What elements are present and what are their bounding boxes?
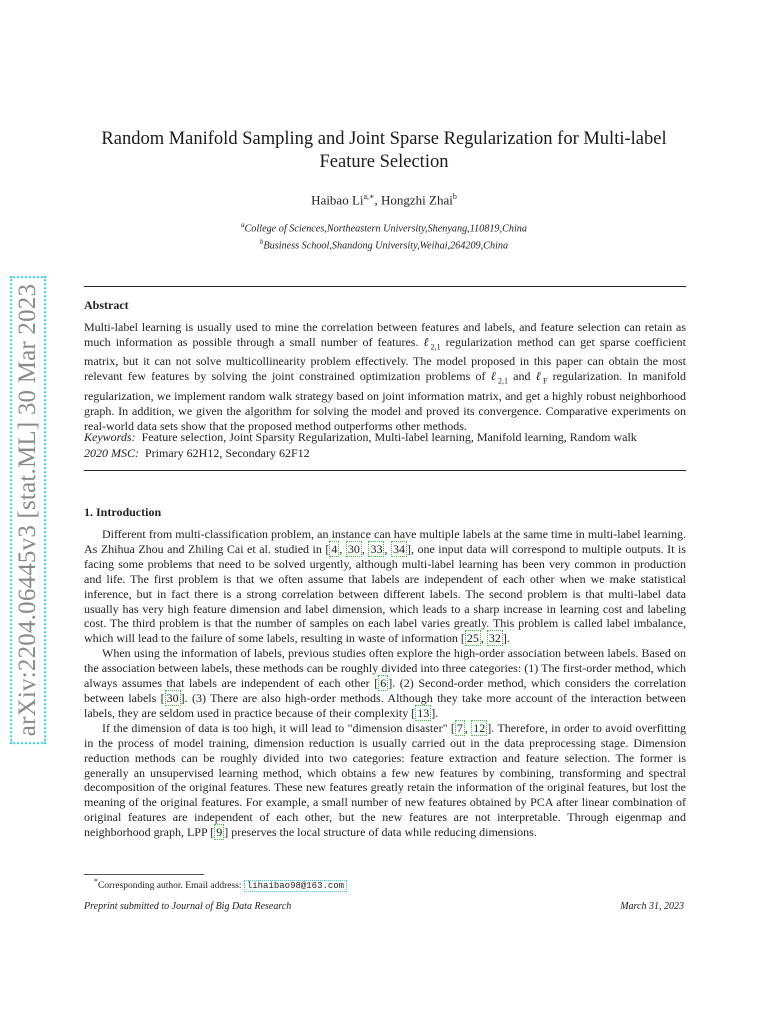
paragraph: Different from multi-classification problem, an instance can have multiple labels at the same time in multi-label learning. As Zhihua Zhou and Zhiling Cai et al. studied in [ 4 , 30 , 33 , 34 ], one input data will correspond to multiple outputs. It is facing some problems that need to be solved urgently, although multi-label learning has been very common in production and life. The first problem is that we often assume that labels are independent of each other when we make statistical inference, but in fact there is a strong correlation between different labels. The second problem is that multi-label data usually has very high feature dimension and label dimension, which leads to a sharp increase in learning cost and labeling cost. The third problem is that the number of samples on each label varies greatly. This problem is called label imbalance, which will lead to the failure of some labels, resulting in waste of information [ 25 , 32 ]. bbox=[84, 527, 687, 646]
paragraph-text: ]. (3) There are also high-order methods. Although they take more account of the interaction between labels, they are seldom used in practice because of their complexity [ bbox=[84, 690, 687, 720]
preprint-note: Preprint submitted to Journal of Big Data Research bbox=[84, 901, 292, 912]
date-note: March 31, 2023 bbox=[620, 901, 684, 912]
paragraph-text: ], one input data will correspond to multiple outputs. It is facing some problems that need to be solved urgently, although multi-label learning has been very common in production and life. The first problem is that we often assume that labels are independent of each other when we make statistical inference, but in fact there is a strong correlation between different labels. The second problem is that multi-label data usually has very high feature dimension and label dimension, which leads to a sharp increase in learning cost and labeling cost. The third problem is that the number of samples on each label varies greatly. This problem is called label imbalance, which will lead to the failure of some labels, resulting in waste of information [ bbox=[84, 541, 687, 646]
keywords-line bbox=[84, 430, 686, 446]
affiliation-text: College of Sciences,Northeastern University,Shenyang,110819,China bbox=[244, 223, 527, 235]
paper-title: Random Manifold Sampling and Joint Sparse Regularization for Multi-label Feature Selection bbox=[101, 129, 667, 172]
citation-link[interactable]: 32 bbox=[488, 631, 501, 646]
math-ell bbox=[423, 335, 441, 352]
math-subscript: F bbox=[542, 376, 548, 386]
abstract-text: and bbox=[507, 369, 536, 384]
paragraph-text: ]. Therefore, in order to avoid overfitting in the process of model training, dimension reduction is usually carried out in the data preprocessing stage. Dimension reduction methods can be roughly divided into two categories: feature extraction and feature selection. The former is generally an unsupervised learning method, which obtains a few new features by combining, transforming and spectral decomposition of the original features. These new features greatly retain the information of the original features, but lost the meaning of the original features. For example, a small number of new features obtained by PCA after linear combination of original features are independent of each other, but the new features are not interpretable. Through eigenmap and neighborhood graph, LPP [ bbox=[84, 720, 686, 840]
bottom-divider bbox=[84, 470, 686, 471]
citation-link[interactable]: 33 bbox=[370, 541, 383, 556]
affiliation-text: Business School,Shandong University,Weihai,264209,China bbox=[263, 240, 509, 252]
math-ell bbox=[535, 369, 548, 386]
citation-link[interactable]: 6 bbox=[380, 676, 387, 691]
author-separator: , bbox=[374, 192, 381, 208]
paragraph-text: ]. bbox=[431, 705, 439, 720]
arxiv-identifier-stamp bbox=[6, 280, 50, 740]
citation-link[interactable]: 30 bbox=[347, 541, 360, 556]
math-symbol: ℓ bbox=[490, 369, 498, 384]
abstract-body bbox=[84, 320, 686, 434]
affiliation bbox=[84, 236, 684, 253]
math-symbol: ℓ bbox=[535, 369, 543, 384]
paragraph-text: ]. bbox=[502, 631, 510, 646]
keywords-text: Feature selection, Joint Sparsity Regularization, Multi-label learning, Manifold learning, Random walk bbox=[141, 430, 637, 444]
paragraph: If the dimension of data is too high, it will lead to "dimension disaster" [ 7 , 12 ]. Therefore, in order to avoid overfitting in the process of model training, dimension reduction is usually carried out in the data preprocessing stage. Dimension reduction methods can be roughly divided into two categories: feature extraction and feature selection. The former is generally an unsupervised learning method, which obtains a few new features by combining, transforming and spectral decomposition of the original features. These new features greatly retain the information of the original features, but lost the meaning of the original features. For example, a small number of new features obtained by PCA after linear combination of original features are independent of each other, but the new features are not interpretable. Through eigenmap and neighborhood graph, LPP [ 9 ] preserves the local structure of data while reducing dimensions. bbox=[84, 720, 686, 840]
section-heading: 1. Introduction bbox=[84, 505, 162, 519]
footnote-text: Corresponding author. Email address: bbox=[97, 881, 244, 892]
msc-line bbox=[84, 446, 686, 462]
affiliation-mark: a bbox=[241, 221, 245, 229]
citation-link[interactable]: 34 bbox=[392, 541, 405, 556]
footnote bbox=[94, 877, 347, 891]
email-link[interactable]: lihaibao98@163.com bbox=[244, 880, 347, 892]
msc-label: 2020 MSC: bbox=[84, 445, 139, 460]
citation-link[interactable]: 4 bbox=[331, 541, 338, 556]
abstract-text: regularization. In manifold regularization, we implement random walk strategy based on joint information matrix, and get a highly robust neighborhood graph. In addition, we given the algorithm for solving the model and proved its convergence. Comparative experiments on real-world data sets show that the proposed method outperforms other methods. bbox=[84, 369, 687, 433]
author-name: Hongzhi Zhai bbox=[381, 192, 453, 208]
author-affiliation-mark: b bbox=[452, 192, 457, 201]
keywords-block bbox=[84, 430, 686, 461]
citation-link[interactable]: 30 bbox=[166, 690, 179, 705]
affiliation-mark: b bbox=[259, 237, 264, 246]
abstract-heading: Abstract bbox=[84, 298, 129, 312]
paragraph-text: If the dimension of data is too high, it will lead to "dimension disaster" [ bbox=[102, 720, 455, 735]
paragraph bbox=[84, 646, 686, 721]
affiliations bbox=[84, 219, 684, 253]
paragraph-text: When using the information of labels, previous studies often explore the high-order association between labels. Based on the association between labels, these methods can be roughly divided into three categories: (1) The first-order method, which always assumes that labels are independent of each other [ bbox=[84, 646, 686, 691]
abstract-text: Multi-label learning is usually used to mine the correlation between features and labels, and feature selection can retain as much information as possible through a small number of features. bbox=[84, 320, 686, 349]
paragraph-text: ]. (2) Second-order method, which considers the correlation between labels [ bbox=[84, 676, 686, 705]
affiliation bbox=[84, 219, 684, 236]
keywords-label: Keywords: bbox=[84, 430, 136, 444]
arxiv-identifier-text[interactable]: arXiv:2204.06445v3 [stat.ML] 30 Mar 2023 bbox=[10, 276, 46, 744]
paragraph-text: Different from multi-classification problem, an instance can have multiple labels at the same time in multi-label learning. As Zhihua Zhou and Zhiling Cai et al. studied in [ bbox=[84, 527, 686, 556]
footnote-divider bbox=[84, 874, 204, 875]
math-ell bbox=[490, 369, 508, 386]
math-symbol: ℓ bbox=[423, 335, 431, 349]
citation-link[interactable]: 25 bbox=[466, 631, 479, 646]
citation-link[interactable]: 9 bbox=[216, 825, 223, 840]
author-affiliation-mark: a,∗ bbox=[363, 192, 375, 201]
top-divider bbox=[84, 286, 686, 287]
author-line bbox=[84, 192, 684, 208]
citation-link[interactable]: 12 bbox=[473, 720, 486, 735]
citation-link[interactable]: 13 bbox=[417, 705, 430, 720]
msc-text: Primary 62H12, Secondary 62F12 bbox=[145, 445, 310, 460]
author-name: Haibao Li bbox=[311, 192, 364, 208]
abstract-text: regularization method can get sparse coefficient matrix, but it can not solve multicollinearity problem effectively. The model proposed in this paper can obtain the most relevant few features by solving the joint constrained optimization problems of bbox=[84, 335, 686, 384]
introduction-body bbox=[84, 527, 686, 840]
math-subscript: 2,1 bbox=[430, 342, 441, 352]
paragraph-text: ] preserves the local structure of data while reducing dimensions. bbox=[224, 825, 537, 840]
footnote-mark: * bbox=[94, 877, 98, 886]
citation-link[interactable]: 7 bbox=[456, 720, 463, 735]
math-subscript: 2,1 bbox=[497, 376, 508, 386]
